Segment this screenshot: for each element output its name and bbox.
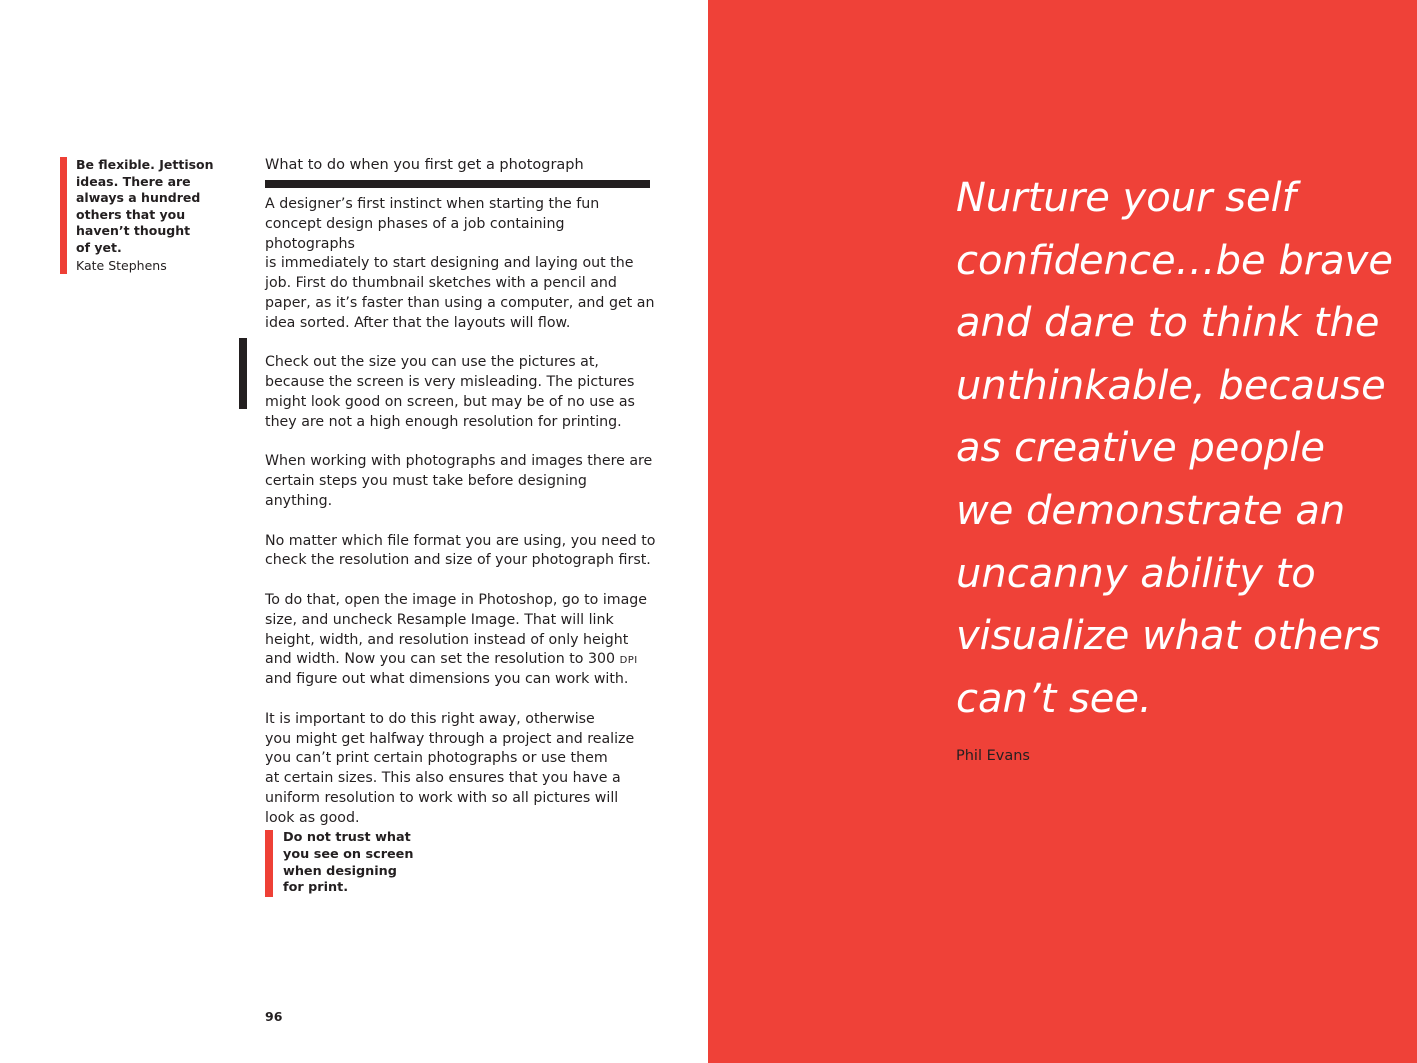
section-heading: What to do when you first get a photograph (265, 157, 584, 173)
body-paragraph: When working with photographs and images there are certain steps you must take before designing anything. (265, 453, 653, 509)
sidebar-quote-text: Be flexible. Jettison ideas. There are always a hundred others that you haven’t thought of yet. (76, 157, 214, 255)
body-paragraph: It is important to do this right away, otherwise you might get halfway through a project and realize you can’t print certain photographs or use them at certain sizes. This also ensures that you have a uniform resolution to work with so all pictures will look as good. (265, 710, 635, 826)
sidebar-quote-author: Kate Stephens (76, 257, 167, 273)
body-paragraph: No matter which file format you are using, you need to check the resolution and size of your photograph first. (265, 532, 656, 569)
dpi-unit: dpi (619, 651, 638, 668)
body-text (265, 195, 657, 848)
page-number: 96 (265, 1009, 283, 1024)
body-paragraph: Check out the size you can use the pictures at, because the screen is very misleading. The pictures might look good on screen, but may be of no use as they are not a high enough resolution for printing. (265, 354, 635, 430)
body-paragraph-text: and figure out what dimensions you can work with. (265, 671, 629, 688)
sidebar-quote (60, 157, 241, 274)
right-page (708, 0, 1417, 1063)
heading-rule (265, 180, 650, 188)
body-paragraph (265, 591, 657, 690)
left-page (0, 0, 708, 1063)
body-paragraph-text: To do that, open the image in Photoshop, go to image size, and uncheck Resample Image. That will link height, width, and resolution instead of only height and width. Now you can set the resolution to 300 (265, 591, 648, 668)
body-paragraph: A designer’s first instinct when starting the fun concept design phases of a job containing photographs is immediately to start designing and laying out the job. First do thumbnail sketches with a pencil and paper, as it’s faster than using a computer, and get an idea sorted. After that the layouts will flow. (265, 196, 655, 331)
feature-quote-author: Phil Evans (956, 748, 1030, 764)
feature-quote-text: Nurture your self confidence…be brave and dare to think the unthinkable, because as creative people we demonstrate an uncanny ability to visualize what others can’t see. (956, 175, 1393, 722)
margin-marker-bar (239, 338, 247, 409)
pull-quote: Do not trust what you see on screen when designing for print. (265, 830, 453, 897)
